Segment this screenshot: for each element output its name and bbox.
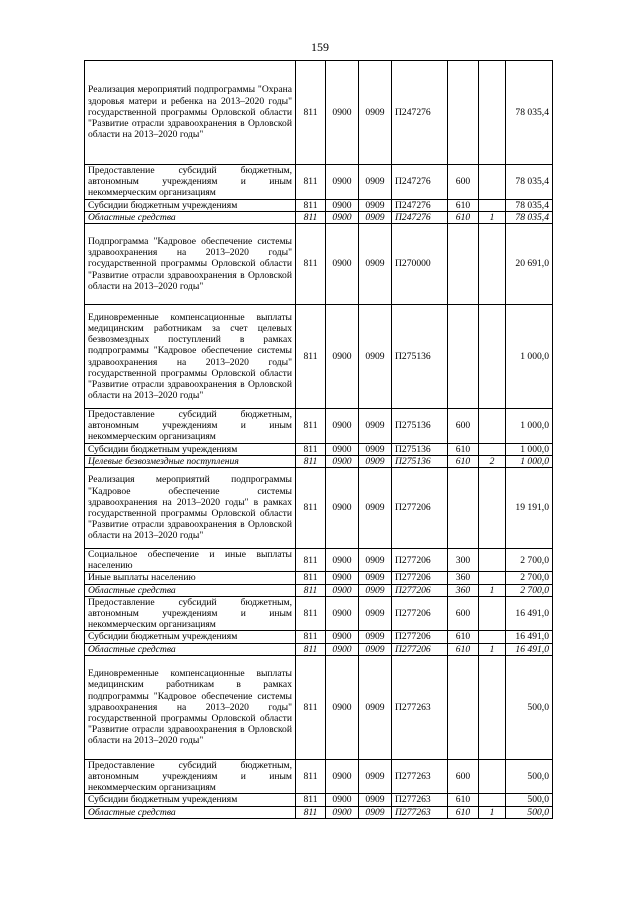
- subsection-code: 0909: [359, 443, 392, 455]
- section-code: 0900: [326, 596, 359, 631]
- funding-source-code: [479, 572, 506, 584]
- section-code: 0900: [326, 443, 359, 455]
- grbs-code: 811: [296, 305, 326, 409]
- grbs-code: 811: [296, 211, 326, 223]
- target-article-code: П277206: [392, 468, 448, 549]
- grbs-code: 811: [296, 643, 326, 655]
- grbs-code: 811: [296, 409, 326, 444]
- amount: 78 035,4: [506, 211, 553, 223]
- row-name: Единовременные компенсационные выплаты медицинским работникам в рамках подпрограммы "Кадровое обеспечение системы здравоохранения на 2013–2020 годы" государственной программы Орловской области "Развитие отрасли здравоохранения в Орловской области на 2013–2020 годы": [85, 655, 296, 759]
- row-name: Единовременные компенсационные выплаты медицинским работникам за счет целевых безвозмездных поступлений в рамках подпрограммы "Кадровое обеспечение системы здравоохранения на 2013–2020 годы" государственной программы Орловской области "Развитие отрасли здравоохранения в Орловской области на 2013–2020 годы": [85, 305, 296, 409]
- subsection-code: 0909: [359, 211, 392, 223]
- page-number: 159: [311, 40, 329, 54]
- table-row: [85, 596, 553, 631]
- section-code: 0900: [326, 455, 359, 467]
- row-name: Социальное обеспечение и иные выплаты населению: [85, 549, 296, 572]
- table-row: [85, 305, 553, 409]
- subsection-code: 0909: [359, 806, 392, 818]
- grbs-code: 811: [296, 655, 326, 759]
- section-code: 0900: [326, 643, 359, 655]
- funding-source-code: [479, 759, 506, 794]
- amount: 500,0: [506, 794, 553, 806]
- subsection-code: 0909: [359, 409, 392, 444]
- grbs-code: 811: [296, 61, 326, 165]
- funding-source-code: [479, 468, 506, 549]
- table-row: [85, 199, 553, 211]
- grbs-code: 811: [296, 455, 326, 467]
- row-name: Областные средства: [85, 643, 296, 655]
- grbs-code: 811: [296, 165, 326, 200]
- amount: 500,0: [506, 806, 553, 818]
- funding-source-code: 2: [479, 455, 506, 467]
- amount: 1 000,0: [506, 305, 553, 409]
- amount: 78 035,4: [506, 165, 553, 200]
- grbs-code: 811: [296, 596, 326, 631]
- amount: 16 491,0: [506, 643, 553, 655]
- funding-source-code: [479, 443, 506, 455]
- subsection-code: 0909: [359, 165, 392, 200]
- expense-type-code: 610: [448, 199, 479, 211]
- grbs-code: 811: [296, 549, 326, 572]
- table-row: [85, 584, 553, 596]
- funding-source-code: 1: [479, 806, 506, 818]
- amount: 1 000,0: [506, 455, 553, 467]
- row-name: Иные выплаты населению: [85, 572, 296, 584]
- section-code: 0900: [326, 61, 359, 165]
- amount: 2 700,0: [506, 549, 553, 572]
- expense-type-code: 610: [448, 443, 479, 455]
- table-row: [85, 211, 553, 223]
- table-row: [85, 224, 553, 305]
- subsection-code: 0909: [359, 584, 392, 596]
- target-article-code: П277206: [392, 584, 448, 596]
- funding-source-code: [479, 596, 506, 631]
- row-name: Реализация мероприятий подпрограммы "Охрана здоровья матери и ребенка на 2013–2020 годы" государственной программы Орловской области "Развитие отрасли здравоохранения в Орловской области на 2013–2020 годы": [85, 61, 296, 165]
- expense-type-code: 360: [448, 584, 479, 596]
- row-name: Субсидии бюджетным учреждениям: [85, 631, 296, 643]
- grbs-code: 811: [296, 794, 326, 806]
- amount: 16 491,0: [506, 631, 553, 643]
- target-article-code: П247276: [392, 199, 448, 211]
- target-article-code: П247276: [392, 211, 448, 223]
- expense-type-code: 300: [448, 549, 479, 572]
- expense-type-code: [448, 305, 479, 409]
- row-name: Областные средства: [85, 806, 296, 818]
- target-article-code: П277206: [392, 643, 448, 655]
- expense-type-code: [448, 468, 479, 549]
- section-code: 0900: [326, 584, 359, 596]
- section-code: 0900: [326, 409, 359, 444]
- amount: 78 035,4: [506, 199, 553, 211]
- target-article-code: П277206: [392, 549, 448, 572]
- table-row: [85, 655, 553, 759]
- grbs-code: 811: [296, 631, 326, 643]
- funding-source-code: [479, 794, 506, 806]
- expense-type-code: 600: [448, 165, 479, 200]
- section-code: 0900: [326, 759, 359, 794]
- grbs-code: 811: [296, 584, 326, 596]
- target-article-code: П277263: [392, 806, 448, 818]
- subsection-code: 0909: [359, 631, 392, 643]
- subsection-code: 0909: [359, 794, 392, 806]
- section-code: 0900: [326, 211, 359, 223]
- row-name: Субсидии бюджетным учреждениям: [85, 443, 296, 455]
- table-row: [85, 61, 553, 165]
- row-name: Предоставление субсидий бюджетным, автономным учреждениям и иным некоммерческим организациям: [85, 165, 296, 200]
- table-row: [85, 443, 553, 455]
- row-name: Реализация мероприятий подпрограммы "Кадровое обеспечение системы здравоохранения на 2013–2020 годы" в рамках государственной программы Орловской области "Развитие отрасли здравоохранения в Орловской области на 2013–2020 годы": [85, 468, 296, 549]
- grbs-code: 811: [296, 468, 326, 549]
- subsection-code: 0909: [359, 305, 392, 409]
- expense-type-code: 610: [448, 211, 479, 223]
- target-article-code: П275136: [392, 455, 448, 467]
- target-article-code: П277263: [392, 759, 448, 794]
- grbs-code: 811: [296, 572, 326, 584]
- expense-type-code: 600: [448, 409, 479, 444]
- expense-type-code: 610: [448, 794, 479, 806]
- table-row: [85, 643, 553, 655]
- grbs-code: 811: [296, 199, 326, 211]
- section-code: 0900: [326, 224, 359, 305]
- amount: 500,0: [506, 655, 553, 759]
- table-row: [85, 631, 553, 643]
- row-name: Целевые безвозмездные поступления: [85, 455, 296, 467]
- target-article-code: П247276: [392, 61, 448, 165]
- subsection-code: 0909: [359, 61, 392, 165]
- target-article-code: П277206: [392, 596, 448, 631]
- amount: 78 035,4: [506, 61, 553, 165]
- target-article-code: П277263: [392, 655, 448, 759]
- table-row: [85, 759, 553, 794]
- target-article-code: П247276: [392, 165, 448, 200]
- target-article-code: П277206: [392, 631, 448, 643]
- funding-source-code: 1: [479, 584, 506, 596]
- table-row: [85, 409, 553, 444]
- funding-source-code: 1: [479, 643, 506, 655]
- section-code: 0900: [326, 655, 359, 759]
- subsection-code: 0909: [359, 572, 392, 584]
- expense-type-code: [448, 655, 479, 759]
- expense-type-code: [448, 224, 479, 305]
- table-row: [85, 165, 553, 200]
- expense-type-code: [448, 61, 479, 165]
- amount: 19 191,0: [506, 468, 553, 549]
- grbs-code: 811: [296, 224, 326, 305]
- expense-type-code: 600: [448, 596, 479, 631]
- expense-type-code: 610: [448, 643, 479, 655]
- row-name: Подпрограмма "Кадровое обеспечение системы здравоохранения на 2013–2020 годы" государственной программы Орловской области "Развитие отрасли здравоохранения в Орловской области на 2013–2020 годы": [85, 224, 296, 305]
- subsection-code: 0909: [359, 224, 392, 305]
- funding-source-code: [479, 305, 506, 409]
- amount: 16 491,0: [506, 596, 553, 631]
- table-row: [85, 572, 553, 584]
- table-row: [85, 806, 553, 818]
- target-article-code: П270000: [392, 224, 448, 305]
- subsection-code: 0909: [359, 596, 392, 631]
- funding-source-code: [479, 631, 506, 643]
- section-code: 0900: [326, 468, 359, 549]
- amount: 2 700,0: [506, 584, 553, 596]
- amount: 2 700,0: [506, 572, 553, 584]
- funding-source-code: [479, 165, 506, 200]
- table-row: [85, 549, 553, 572]
- funding-source-code: 1: [479, 211, 506, 223]
- row-name: Предоставление субсидий бюджетным, автономным учреждениям и иным некоммерческим организациям: [85, 759, 296, 794]
- table-row: [85, 794, 553, 806]
- grbs-code: 811: [296, 806, 326, 818]
- grbs-code: 811: [296, 759, 326, 794]
- grbs-code: 811: [296, 443, 326, 455]
- subsection-code: 0909: [359, 468, 392, 549]
- row-name: Субсидии бюджетным учреждениям: [85, 794, 296, 806]
- row-name: Областные средства: [85, 211, 296, 223]
- amount: 1 000,0: [506, 409, 553, 444]
- expense-type-code: 610: [448, 631, 479, 643]
- subsection-code: 0909: [359, 759, 392, 794]
- subsection-code: 0909: [359, 199, 392, 211]
- expense-type-code: 360: [448, 572, 479, 584]
- table-row: [85, 455, 553, 467]
- row-name: Субсидии бюджетным учреждениям: [85, 199, 296, 211]
- funding-source-code: [479, 199, 506, 211]
- section-code: 0900: [326, 199, 359, 211]
- target-article-code: П277263: [392, 794, 448, 806]
- row-name: Предоставление субсидий бюджетным, автономным учреждениям и иным некоммерческим организациям: [85, 409, 296, 444]
- target-article-code: П275136: [392, 443, 448, 455]
- section-code: 0900: [326, 806, 359, 818]
- target-article-code: П275136: [392, 305, 448, 409]
- row-name: Предоставление субсидий бюджетным, автономным учреждениям и иным некоммерческим организациям: [85, 596, 296, 631]
- funding-source-code: [479, 409, 506, 444]
- amount: 20 691,0: [506, 224, 553, 305]
- target-article-code: П277206: [392, 572, 448, 584]
- budget-table: [84, 60, 553, 819]
- section-code: 0900: [326, 165, 359, 200]
- amount: 1 000,0: [506, 443, 553, 455]
- row-name: Областные средства: [85, 584, 296, 596]
- section-code: 0900: [326, 305, 359, 409]
- table-row: [85, 468, 553, 549]
- section-code: 0900: [326, 549, 359, 572]
- expense-type-code: 610: [448, 455, 479, 467]
- subsection-code: 0909: [359, 655, 392, 759]
- subsection-code: 0909: [359, 549, 392, 572]
- funding-source-code: [479, 224, 506, 305]
- target-article-code: П275136: [392, 409, 448, 444]
- expense-type-code: 600: [448, 759, 479, 794]
- amount: 500,0: [506, 759, 553, 794]
- section-code: 0900: [326, 631, 359, 643]
- subsection-code: 0909: [359, 455, 392, 467]
- subsection-code: 0909: [359, 643, 392, 655]
- section-code: 0900: [326, 794, 359, 806]
- funding-source-code: [479, 61, 506, 165]
- funding-source-code: [479, 655, 506, 759]
- expense-type-code: 610: [448, 806, 479, 818]
- section-code: 0900: [326, 572, 359, 584]
- funding-source-code: [479, 549, 506, 572]
